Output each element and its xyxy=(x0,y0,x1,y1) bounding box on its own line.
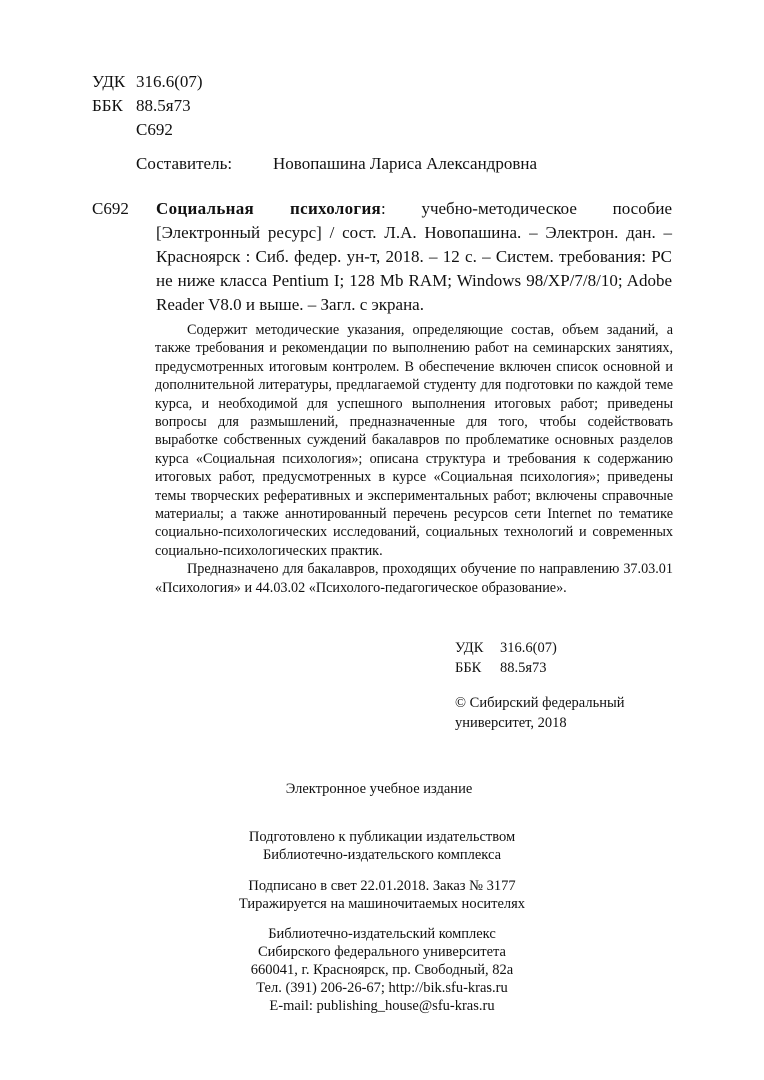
edition-type: Электронное учебное издание xyxy=(285,781,473,797)
bbk-row xyxy=(92,94,203,118)
udk-label: УДК xyxy=(92,72,126,91)
compiler-name: Новопашина Лариса Александровна xyxy=(273,154,537,173)
compiler-label: Составитель: xyxy=(136,154,233,173)
bbk-label: ББК xyxy=(455,660,482,676)
publisher-line: Сибирского федерального университета xyxy=(258,944,506,960)
bbk-value: 88.5я73 xyxy=(500,660,547,676)
audience-paragraph: Предназначено для бакалавров, проходящих обучение по направлению 37.03.01 «Психология» и 44.03.02 «Психолого-педагогическое образование». xyxy=(155,561,673,596)
prepared-by xyxy=(0,828,764,864)
copyright-notice xyxy=(455,693,624,733)
publisher-contacts xyxy=(0,925,764,1015)
copyright-line: © Сибирский федеральный xyxy=(455,695,625,711)
bibliographic-description: : учебно-методическое пособие [Электронный ресурс] / сост. Л.А. Новопашина. – Электрон. дан. – Красноярск : Сиб. федер. ун-т, 2018. – 12 с. – Систем. требования: PC не ниже класса Pentium I; 128 Mb RAM; Windows 98/XP/7/8/10; Adobe Reader V8.0 и выше. – Загл. с экрана. xyxy=(156,199,672,314)
bibliographic-record xyxy=(92,197,672,317)
signed-line: Подписано в свет 22.01.2018. Заказ № 3177 xyxy=(248,878,516,894)
bbk-row xyxy=(455,658,557,678)
compiler-line xyxy=(136,154,537,174)
bibliographic-text xyxy=(156,197,672,317)
bbk-value: 88.5я73 xyxy=(136,96,191,115)
prepared-line: Библиотечно-издательского комплекса xyxy=(262,847,502,863)
bibliographic-code: С692 xyxy=(92,199,129,218)
publication-info xyxy=(0,877,764,913)
distribution-line: Тиражируется на машиночитаемых носителях xyxy=(238,896,526,912)
udk-value: 316.6(07) xyxy=(500,640,557,656)
udk-label: УДК xyxy=(455,640,484,656)
abstract xyxy=(155,321,673,597)
publisher-address: 660041, г. Красноярск, пр. Свободный, 82а xyxy=(250,962,514,978)
udk-row xyxy=(455,638,557,658)
udk-value: 316.6(07) xyxy=(136,72,203,91)
copyright-line: университет, 2018 xyxy=(455,715,567,731)
udk-row xyxy=(92,70,203,94)
bbk-label: ББК xyxy=(92,96,123,115)
author-sign: С692 xyxy=(136,120,173,139)
book-title: Социальная психология xyxy=(156,199,382,218)
prepared-line: Подготовлено к публикации издательством xyxy=(248,829,516,845)
classification-codes xyxy=(92,70,203,142)
abstract-paragraph: Содержит методические указания, определяющие состав, объем заданий, а также требования и рекомендации по выполнению работ на семинарских занятиях, предусмотренных итоговым контролем. В обеспечение включен список основной и дополнительной литературы, предлагаемой студенту для подготовки по каждой теме курса, и необходимой для успешного выполнения итоговых работ; приведены вопросы для размышлений, предназначенные для того, чтобы содействовать выработке собственных суждений бакалавров по проблематике основных разделов курса «Социальная психология»; описана структура и требования к содержанию итоговых работ, предусмотренных в курсе «Социальная психология»; приведены темы творческих реферативных и экспериментальных работ; включены справочные материалы; а также аннотированный перечень ресурсов сети Internet по тематике социально-психологических исследований, социальных технологий и современных социально-психологических практик. xyxy=(155,322,673,559)
classification-codes-secondary xyxy=(455,638,557,678)
publisher-line: Библиотечно-издательский комплекс xyxy=(268,926,496,942)
publisher-email: E-mail: publishing_house@sfu-kras.ru xyxy=(269,998,495,1014)
publisher-phone: Тел. (391) 206-26-67; http://bik.sfu-kras.ru xyxy=(256,980,508,996)
